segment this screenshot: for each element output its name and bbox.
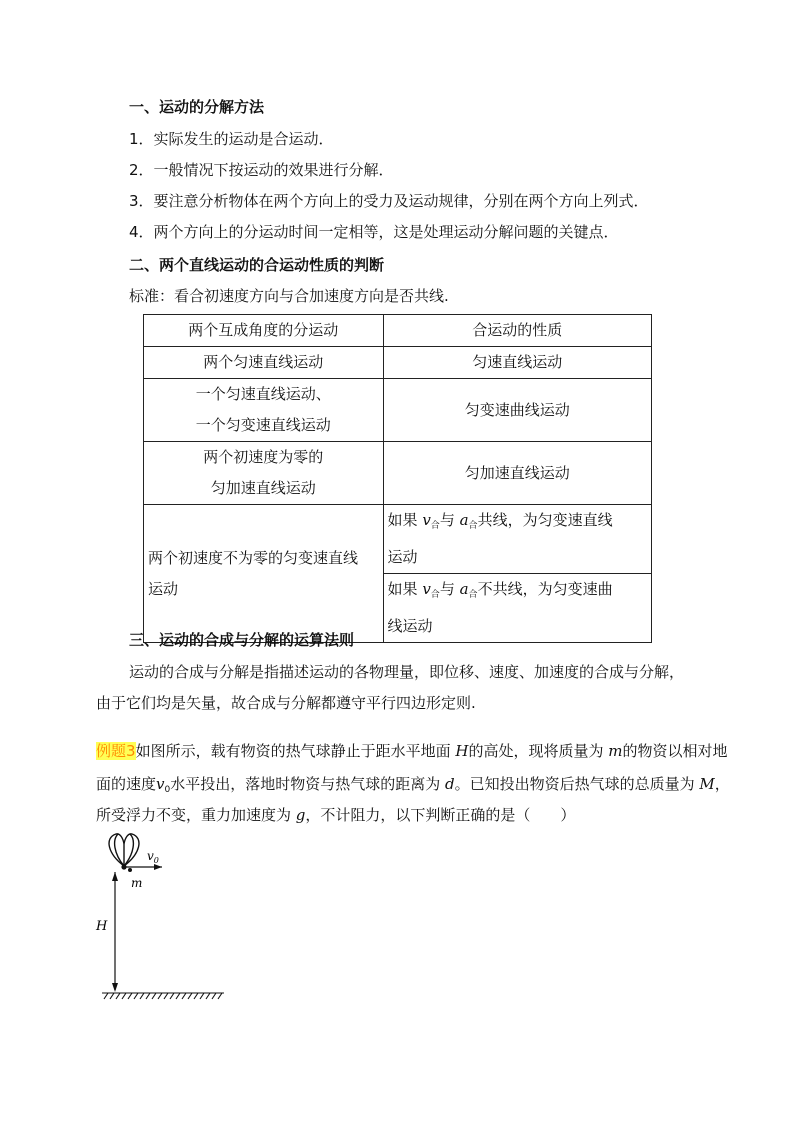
example-line-1: 例题3如图所示，载有物资的热气球静止于距水平地面 H的高处，现将质量为 m的物资以相对地 — [96, 742, 728, 760]
table-cell-line: 一个匀速直线运动、 — [195, 385, 331, 403]
example-label: 例题 — [96, 742, 127, 760]
height-arrow-up-icon — [112, 872, 118, 881]
section3-heading: 三、运动的合成与分解的运算法则 — [129, 631, 355, 649]
section2-heading: 二、两个直线运动的合运动性质的判断 — [129, 256, 385, 274]
section1-item-1: 1．实际发生的运动是合运动． — [129, 130, 334, 148]
height-arrow-down-icon — [112, 983, 118, 992]
table-row — [144, 505, 652, 574]
table-cell-line: 如果 $v_合$与 $a_合$不共线，为匀变速曲 — [387, 580, 613, 600]
table-cell: 匀加速直线运动 — [383, 442, 651, 505]
table-cell — [383, 574, 651, 643]
example-line-3: 所受浮力不变，重力加速度为 g，不计阻力，以下判断正确的是（ ） — [96, 806, 576, 824]
table-cell — [144, 505, 384, 643]
table-cell-line: 一个匀变速直线运动 — [195, 416, 331, 434]
table-row — [144, 442, 652, 505]
table-cell-line: 两个初速度不为零的匀变速直线 — [148, 548, 359, 567]
table-cell-line: 两个初速度为零的 — [203, 448, 324, 466]
table-cell-line: 线运动 — [387, 617, 433, 635]
table-cell-line: 运动 — [387, 548, 418, 566]
cargo-point-icon — [121, 864, 126, 869]
H-label: H — [96, 919, 108, 934]
v0-label: $v_0$ — [147, 849, 159, 865]
hot-air-balloon-icon — [109, 834, 139, 866]
table-cell-line: 运动 — [148, 579, 179, 598]
table-row — [144, 347, 652, 379]
motion-properties-table — [143, 314, 652, 643]
table-cell: 匀速直线运动 — [383, 347, 651, 379]
table-header-right: 合运动的性质 — [383, 315, 651, 347]
balloon-diagram — [90, 830, 240, 1005]
section3-paragraph-line-2: 由于它们均是矢量，故合成与分解都遵守平行四边形定则. — [96, 694, 476, 712]
section3-paragraph-line-1: 运动的合成与分解是指描述运动的各物理量，即位移、速度、加速度的合成与分解， — [129, 663, 685, 681]
table-cell — [144, 442, 384, 505]
example-line-2: 面的速度$v_0$水平投出，落地时物资与热气球的距离为 d。已知投出物资后热气球的总质量为 M， — [96, 775, 730, 795]
example-number: 3 — [126, 742, 136, 760]
section1-item-2: 2．一般情况下按运动的效果进行分解． — [129, 161, 394, 179]
table-cell: 匀变速曲线运动 — [383, 379, 651, 442]
table-row — [144, 315, 652, 347]
table-header-left: 两个互成角度的分运动 — [144, 315, 384, 347]
m-label: m — [131, 876, 143, 890]
section1-heading: 一、运动的分解方法 — [129, 98, 265, 116]
table-cell: 两个匀速直线运动 — [144, 347, 384, 379]
table-cell-line: 匀加速直线运动 — [210, 479, 316, 497]
table-cell — [383, 505, 651, 574]
table-row — [144, 379, 652, 442]
table-cell-line: 如果 $v_合$与 $a_合$共线，为匀变速直线 — [387, 511, 613, 531]
mass-point-icon — [128, 868, 132, 872]
ground-hatch-icon — [102, 993, 224, 999]
section1-item-4: 4．两个方向上的分运动时间一定相等，这是处理运动分解问题的关键点． — [129, 223, 619, 241]
table-cell — [144, 379, 384, 442]
section1-item-3: 3．要注意分析物体在两个方向上的受力及运动规律，分别在两个方向上列式． — [129, 192, 649, 210]
section2-standard: 标准：看合初速度方向与合加速度方向是否共线. — [129, 287, 449, 305]
